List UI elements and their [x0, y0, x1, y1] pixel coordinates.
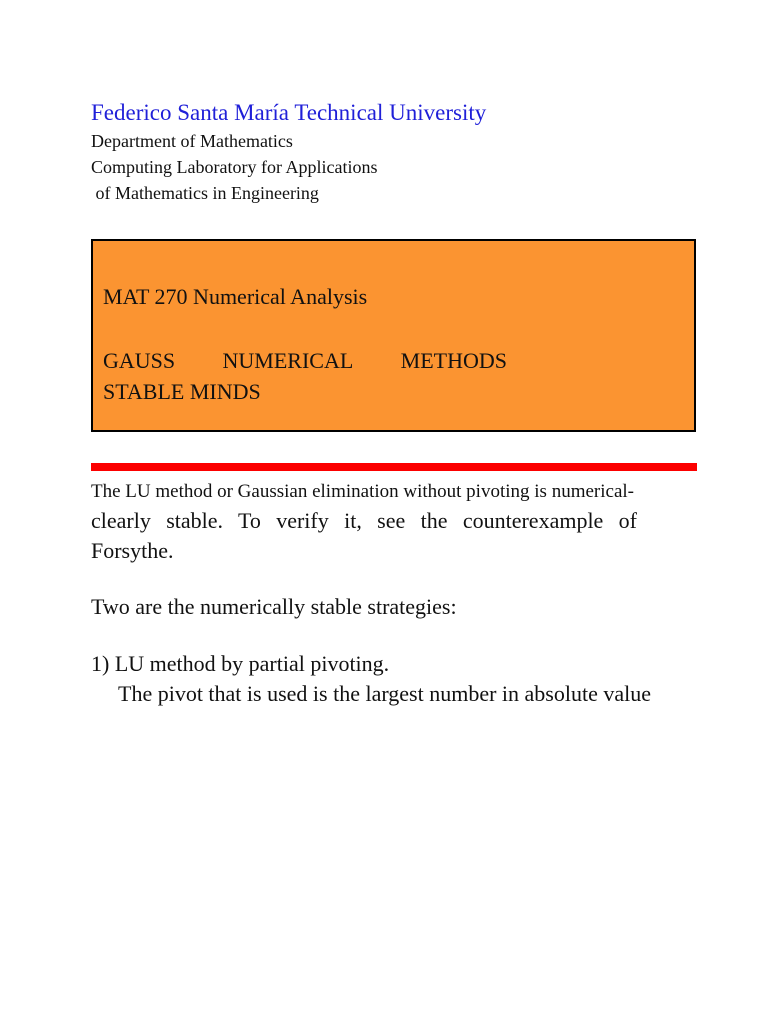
- divider-rule: [91, 463, 697, 471]
- subtitle-word: METHODS: [400, 348, 507, 373]
- department-line: Department of Mathematics: [91, 131, 293, 151]
- body-text: [91, 478, 697, 709]
- university-name: Federico Santa María Technical University: [91, 100, 487, 125]
- header-block: [91, 98, 711, 206]
- course-title: MAT 270 Numerical Analysis: [103, 284, 368, 309]
- subtitle-line-1: [103, 345, 507, 376]
- list-item-description: The pivot that is used is the largest number in absolute value: [118, 681, 651, 706]
- subtitle-word: NUMERICAL: [222, 348, 354, 373]
- subtitle-word: GAUSS: [103, 348, 176, 373]
- course-subtitle: [103, 345, 507, 407]
- subtitle-line-2: STABLE MINDS: [103, 379, 261, 404]
- list-item-title: 1) LU method by partial pivoting.: [91, 651, 390, 676]
- laboratory-line-continued: of Mathematics in Engineering: [91, 183, 319, 203]
- strategies-intro: Two are the numerically stable strategies:: [91, 594, 457, 619]
- course-title-box: [91, 239, 696, 432]
- paragraph-first-line: The LU method or Gaussian elimination without pivoting is numerical-: [91, 481, 634, 502]
- laboratory-line: Computing Laboratory for Applications: [91, 157, 378, 177]
- paragraph-continuation: clearly stable. To verify it, see the counterexample of Forsythe.: [91, 508, 637, 563]
